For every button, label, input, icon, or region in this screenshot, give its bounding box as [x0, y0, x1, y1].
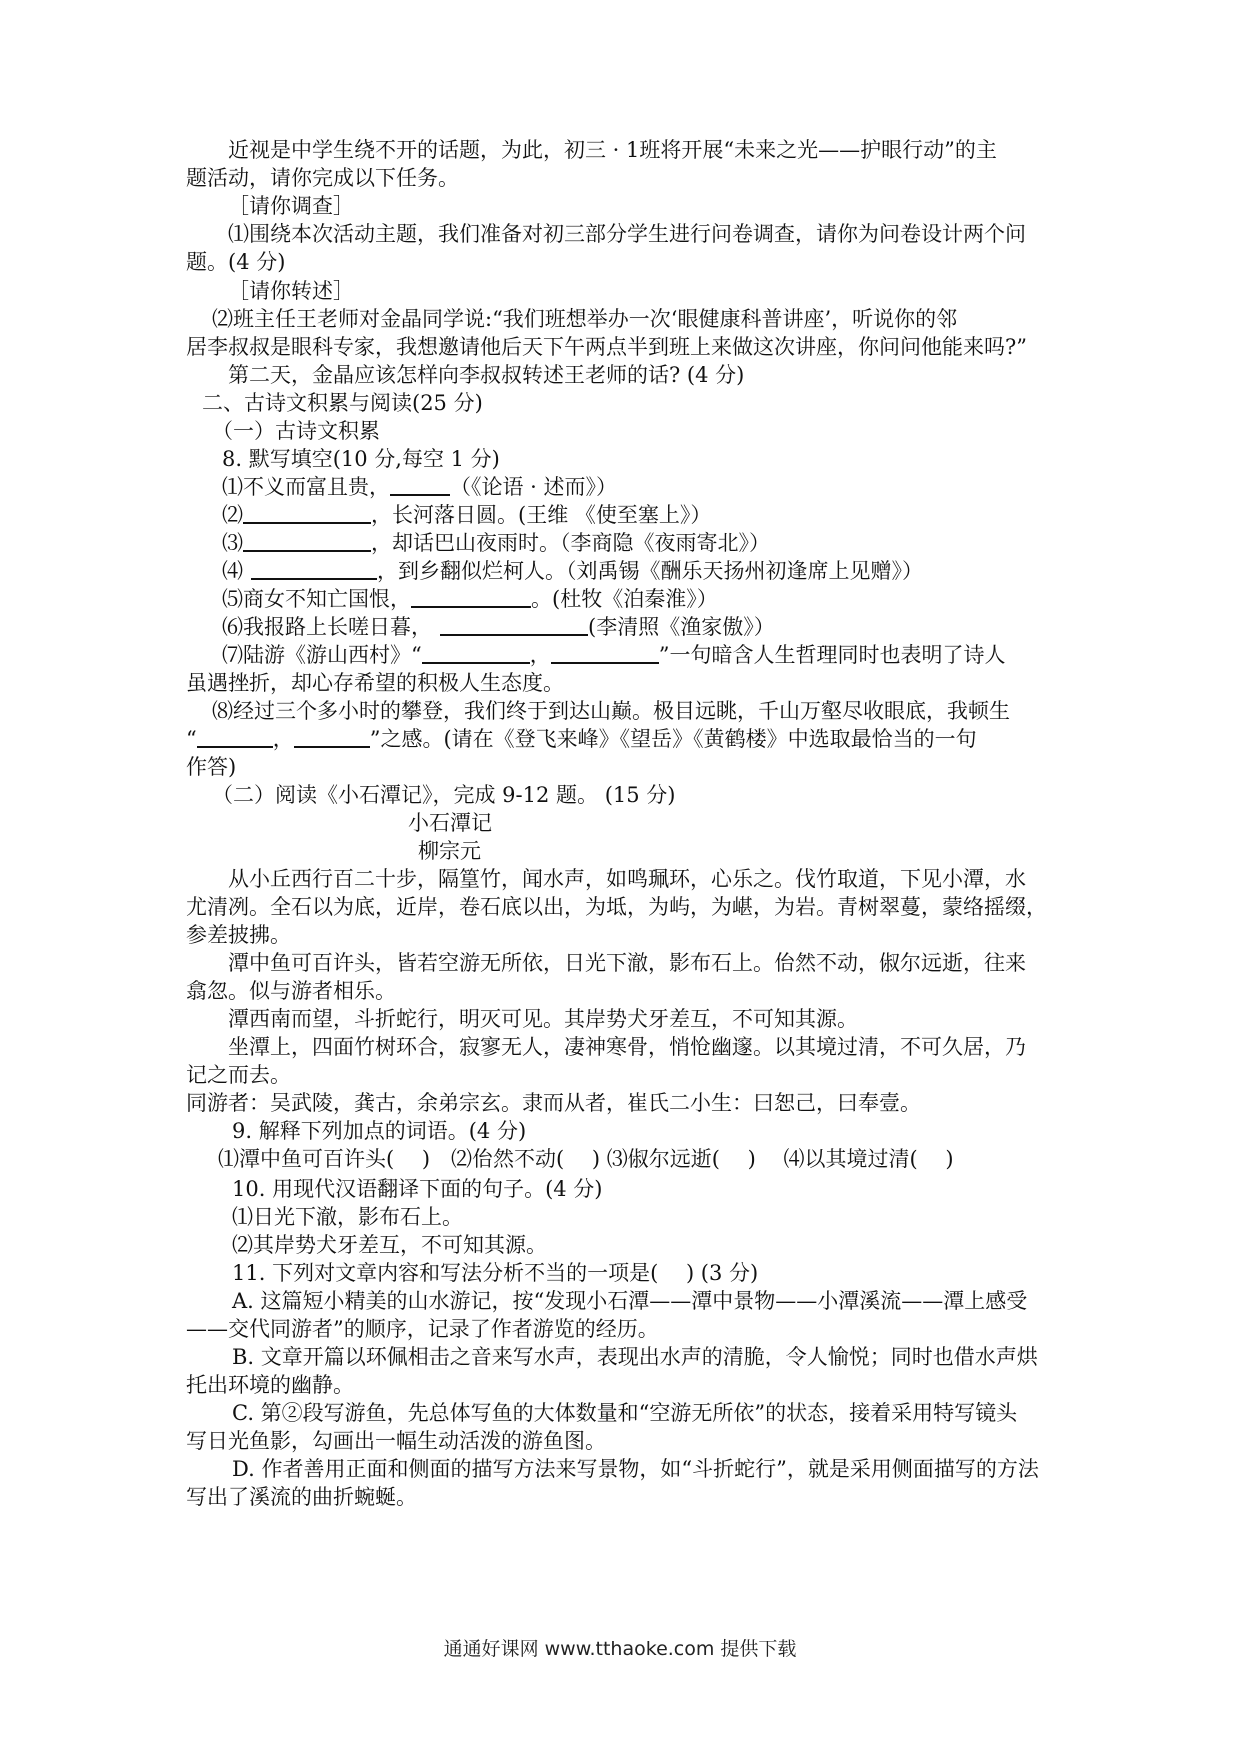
- question-10-sentence-2: ⑵其岸势犬牙差互，不可知其源。: [232, 1233, 547, 1257]
- passage-p1-line-2: 尤清冽。全石以为底，近岸，卷石底以出，为坻，为屿，为嵁，为岩。青树翠蔓，蒙络摇缀，: [186, 895, 1047, 919]
- survey-heading: ［请你调查］: [228, 194, 354, 218]
- question-10-stem: 10. 用现代汉语翻译下面的句子。(4 分): [232, 1177, 603, 1201]
- option-d-line-2: 写出了溪流的曲折蜿蜒。: [186, 1485, 417, 1509]
- answer-blank[interactable]: [422, 642, 530, 664]
- fill-item-1: ⑴不义而富且贵， （《论语 · 述而》）: [222, 475, 618, 499]
- subsection-1-heading: （一）古诗文积累: [212, 419, 380, 443]
- passage-title: 小石潭记: [408, 811, 492, 835]
- relay-question-line-1: ⑵班主任王老师对金晶同学说:“我们班想举办一次‘眼健康科普讲座’，听说你的邻: [212, 307, 958, 331]
- fill-item-8-line-3: 作答): [186, 755, 237, 779]
- relay-question-line-3: 第二天，金晶应该怎样向李叔叔转述王老师的话? (4 分): [228, 363, 745, 387]
- answer-blank[interactable]: [197, 726, 273, 748]
- question-9-stem: 9. 解释下列加点的词语。(4 分): [232, 1119, 527, 1143]
- footer-credit: 通通好课网 www.tthaoke.com 提供下载: [443, 1638, 797, 1660]
- question-11-stem: 11. 下列对文章内容和写法分析不当的一项是( ) (3 分): [232, 1261, 759, 1285]
- answer-blank[interactable]: [251, 558, 377, 580]
- option-b-line-2: 托出环境的幽静。: [186, 1373, 354, 1397]
- fill-item-7-line-2: 虽遇挫折，却心存希望的积极人生态度。: [186, 671, 564, 695]
- question-10-sentence-1: ⑴日光下澈，影布石上。: [232, 1205, 463, 1229]
- option-c-line-2: 写日光鱼影，勾画出一幅生动活泼的游鱼图。: [186, 1429, 606, 1453]
- question-9-items: ⑴潭中鱼可百许头( ) ⑵佁然不动( ) ⑶俶尔远逝( ) ⑷以其境过清( ): [218, 1147, 954, 1171]
- fill-item-3: ⑶ ，却话巴山夜雨时。（李商隐《夜雨寄北》）: [222, 531, 770, 555]
- passage-p5: 同游者：吴武陵，龚古，余弟宗玄。隶而从者，崔氏二小生：曰恕己，曰奉壹。: [186, 1091, 921, 1115]
- answer-blank[interactable]: [390, 474, 450, 496]
- answer-blank[interactable]: [294, 726, 370, 748]
- option-c-line-1: C. 第②段写游鱼，先总体写鱼的大体数量和“空游无所依”的状态，接着采用特写镜头: [232, 1401, 1018, 1425]
- section-2-heading: 二、古诗文积累与阅读(25 分): [202, 391, 483, 415]
- fill-item-6: ⑹我报路上长嗟日暮， (李清照《渔家傲》）: [222, 615, 775, 639]
- passage-p1-line-1: 从小丘西行百二十步，隔篁竹，闻水声，如鸣珮环，心乐之。伐竹取道，下见小潭，水: [228, 867, 1026, 891]
- passage-p2-line-1: 潭中鱼可百许头，皆若空游无所依，日光下澈，影布石上。佁然不动，俶尔远逝，往来: [228, 951, 1026, 975]
- fill-item-2: ⑵ ，长河落日圆。(王维 《使至塞上》）: [222, 503, 712, 527]
- relay-heading: ［请你转述］: [228, 279, 354, 303]
- intro-line-1: 近视是中学生绕不开的话题，为此，初三 · 1班将开展“未来之光——护眼行动”的主: [228, 138, 997, 162]
- answer-blank[interactable]: [440, 614, 588, 636]
- question-8-stem: 8. 默写填空(10 分,每空 1 分): [222, 447, 500, 471]
- fill-item-8-line-2: “ ， ”之感。(请在《登飞来峰》《望岳》《黄鹤楼》中选取最恰当的一句: [186, 727, 977, 751]
- intro-line-2: 题活动，请你完成以下任务。: [186, 166, 459, 190]
- fill-item-7: ⑺陆游《游山西村》“ ， ”一句暗含人生哲理同时也表明了诗人: [222, 643, 1006, 667]
- passage-p4-line-2: 记之而去。: [186, 1063, 291, 1087]
- answer-blank[interactable]: [243, 530, 371, 552]
- passage-p3: 潭西南而望，斗折蛇行，明灭可见。其岸势犬牙差互，不可知其源。: [228, 1007, 858, 1031]
- passage-p4-line-1: 坐潭上，四面竹树环合，寂寥无人，凄神寒骨，悄怆幽邃。以其境过清，不可久居，乃: [228, 1035, 1026, 1059]
- passage-p1-line-3: 参差披拂。: [186, 923, 291, 947]
- option-a-line-1: A. 这篇短小精美的山水游记，按“发现小石潭——潭中景物——小潭溪流——潭上感受: [232, 1289, 1028, 1313]
- fill-item-8-line-1: ⑻经过三个多小时的攀登，我们终于到达山巅。极目远眺，千山万壑尽收眼底，我顿生: [212, 699, 1010, 723]
- survey-question-line-2: 题。(4 分): [186, 250, 286, 274]
- answer-blank[interactable]: [551, 642, 659, 664]
- answer-blank[interactable]: [243, 502, 371, 524]
- option-d-line-1: D. 作者善用正面和侧面的描写方法来写景物，如“斗折蛇行”，就是采用侧面描写的方法: [232, 1457, 1039, 1481]
- answer-blank[interactable]: [411, 586, 531, 608]
- subsection-2-heading: （二）阅读《小石潭记》，完成 9-12 题。 (15 分): [212, 783, 676, 807]
- option-b-line-1: B. 文章开篇以环佩相击之音来写水声，表现出水声的清脆，令人愉悦；同时也借水声烘: [232, 1345, 1038, 1369]
- option-a-line-2: ——交代同游者”的顺序，记录了作者游览的经历。: [186, 1317, 659, 1341]
- relay-question-line-2: 居李叔叔是眼科专家，我想邀请他后天下午两点半到班上来做这次讲座，你问问他能来吗?”: [186, 335, 1027, 359]
- passage-author: 柳宗元: [418, 839, 481, 863]
- fill-item-4: ⑷ ，到乡翻似烂柯人。（刘禹锡《酬乐天扬州初逢席上见赠》）: [222, 559, 923, 583]
- fill-item-5: ⑸商女不知亡国恨， 。(杜牧《泊秦淮》）: [222, 587, 718, 611]
- passage-p2-line-2: 翕忽。似与游者相乐。: [186, 979, 396, 1003]
- survey-question-line-1: ⑴围绕本次活动主题，我们准备对初三部分学生进行问卷调查，请你为问卷设计两个问: [228, 222, 1026, 246]
